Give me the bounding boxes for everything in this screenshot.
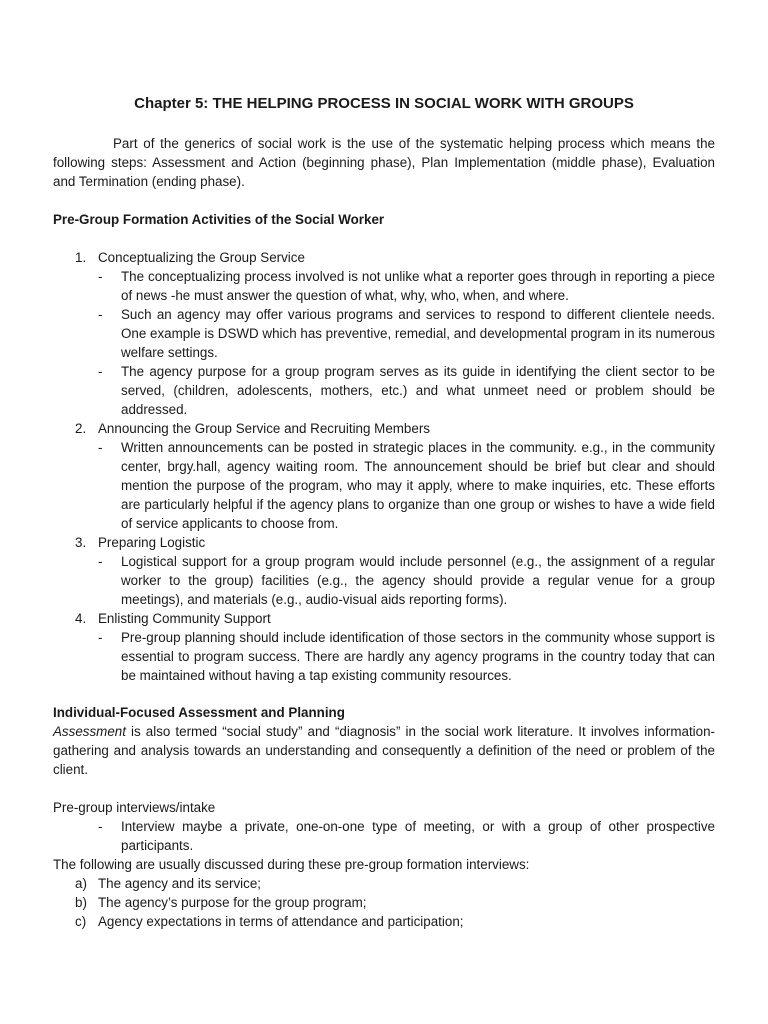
- list-letter: b): [75, 895, 87, 910]
- intro-paragraph: Part of the generics of social work is the use of the systematic helping process which means the following steps: Assessment and Action (beginning phase), Plan Implementation (middle phase), Evaluation and Termination (ending phase).: [53, 136, 715, 189]
- list-item: [53, 893, 715, 912]
- assessment-term: Assessment: [53, 724, 126, 739]
- list-item-label: Preparing Logistic: [98, 535, 206, 550]
- sublist-container: [8, 438, 715, 533]
- list-number: 2.: [75, 421, 87, 436]
- bullet-text: Interview maybe a private, one-on-one type of meeting, or with a group of other prospective participants.: [121, 819, 715, 853]
- discussion-lead: The following are usually discussed during these pre-group formation interviews:: [53, 857, 530, 872]
- sublist-container: [8, 552, 715, 609]
- list-letter: c): [75, 914, 87, 929]
- list-item-label: Conceptualizing the Group Service: [98, 250, 305, 265]
- list-item-label: Enlisting Community Support: [98, 611, 271, 626]
- sublist-container: [8, 628, 715, 685]
- list-item-text: Agency expectations in terms of attendance and participation;: [98, 914, 464, 929]
- bullet-item: [53, 628, 715, 685]
- bullet-text: The conceptualizing process involved is not unlike what a reporter goes through in reporting a piece of news -he must answer the question of what, why, who, when, and where.: [121, 269, 715, 303]
- list-item: [53, 419, 715, 438]
- interview-bullet-list: [53, 817, 715, 855]
- dash-marker: -: [98, 269, 103, 284]
- section-heading-pre-group-formation: Pre-Group Formation Activities of the Social Worker: [53, 212, 385, 227]
- bullet-list: [53, 628, 715, 685]
- bullet-list: [53, 267, 715, 419]
- bullet-item: [53, 267, 715, 305]
- list-item: [53, 609, 715, 628]
- list-item: [53, 912, 715, 931]
- bullet-text: Pre-group planning should include identification of those sectors in the community whose support is essential to program success. There are hardly any agency programs in the country today that can be maintained without having a tap existing community resources.: [121, 630, 715, 683]
- discussion-topics-list: [53, 874, 715, 931]
- section-heading-assessment: Individual-Focused Assessment and Planning: [53, 705, 345, 720]
- bullet-text: Such an agency may offer various programs and services to respond to different clientele needs. One example is DSWD which has preventive, remedial, and developmental program in its numerous welfare settings.: [121, 307, 715, 360]
- assessment-body: is also termed “social study” and “diagnosis” in the social work literature. It involves information-gathering and analysis towards an understanding and consequently a definition of the need or problem of the client.: [53, 724, 715, 777]
- bullet-text: Written announcements can be posted in strategic places in the community. e.g., in the community center, brgy.hall, agency waiting room. The announcement should be brief but clear and should mention the purpose of the program, who may it apply, where to make inquiries, etc. These efforts are particularly helpful if the agency plans to organize than one group or wishes to have a wide field of service applicants to choose from.: [121, 440, 715, 531]
- bullet-text: Logistical support for a group program would include personnel (e.g., the assignment of a regular worker to the group) facilities (e.g., the agency should provide a regular venue for a group meetings), and materials (e.g., audio-visual aids reporting forms).: [121, 554, 715, 607]
- bullet-item: [53, 305, 715, 362]
- dash-marker: -: [98, 307, 103, 322]
- list-number: 3.: [75, 535, 87, 550]
- bullet-item: [53, 362, 715, 419]
- dash-marker: -: [98, 440, 103, 455]
- sublist-container: [8, 267, 715, 419]
- list-item-label: Announcing the Group Service and Recruiting Members: [98, 421, 430, 436]
- bullet-text: The agency purpose for a group program serves as its guide in identifying the client sector to be served, (children, adolescents, mothers, etc.) and what unmeet need or problem should be addressed.: [121, 364, 715, 417]
- dash-marker: -: [98, 364, 103, 379]
- list-item-text: The agency and its service;: [98, 876, 262, 891]
- list-item: [53, 874, 715, 893]
- dash-marker: -: [98, 630, 103, 645]
- bullet-list: [53, 438, 715, 533]
- list-item: [53, 248, 715, 267]
- list-number: 1.: [75, 250, 87, 265]
- list-item-text: The agency’s purpose for the group program;: [98, 895, 367, 910]
- page-title: Chapter 5: THE HELPING PROCESS IN SOCIAL WORK WITH GROUPS: [134, 95, 634, 112]
- pre-group-interviews-heading: Pre-group interviews/intake: [53, 800, 216, 815]
- bullet-item: [53, 817, 715, 855]
- assessment-paragraph: [53, 722, 715, 779]
- bullet-item: [53, 552, 715, 609]
- pre-group-activities-list: [53, 248, 715, 685]
- bullet-list: [53, 552, 715, 609]
- list-item: [53, 533, 715, 552]
- list-number: 4.: [75, 611, 87, 626]
- bullet-item: [53, 438, 715, 533]
- dash-marker: -: [98, 554, 103, 569]
- dash-marker: -: [98, 819, 103, 834]
- list-letter: a): [75, 876, 87, 891]
